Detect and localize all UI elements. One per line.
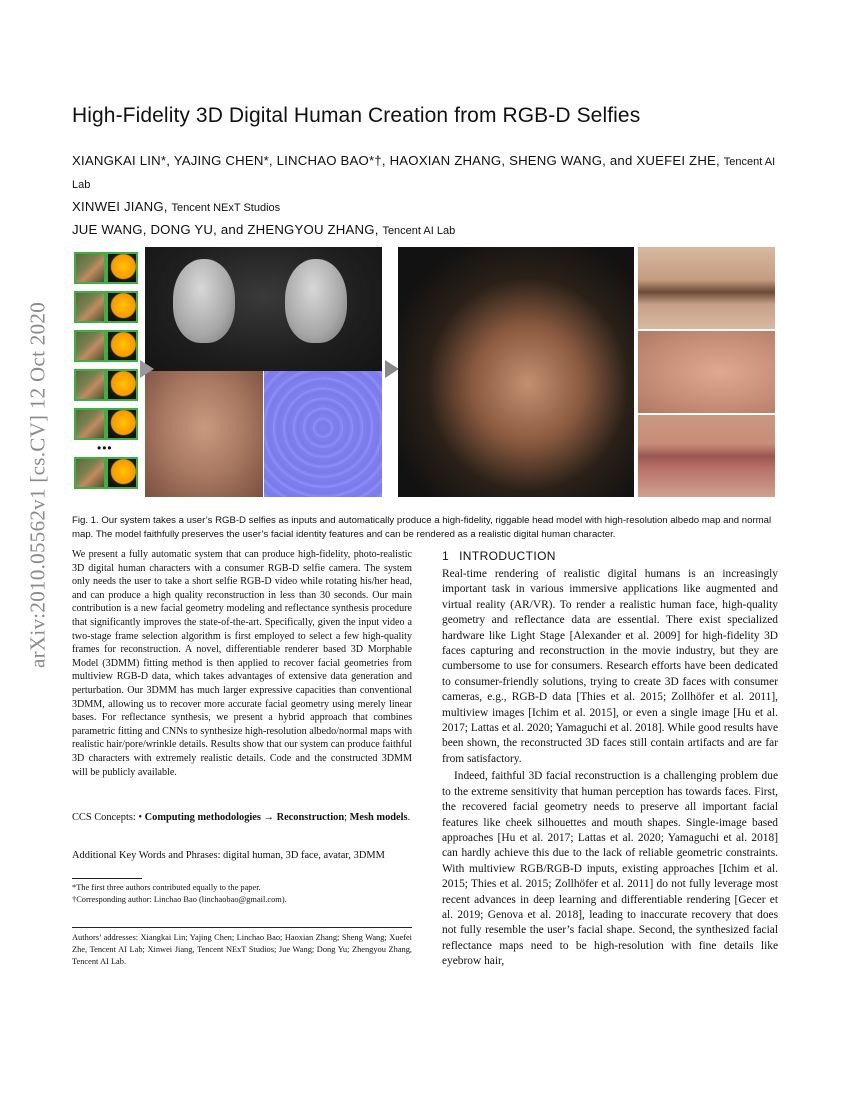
arxiv-stamp-text: arXiv:2010.05562v1 [cs.CV] 12 Oct 2020 (25, 301, 50, 669)
abstract: We present a fully automatic system that can produce high-fidelity, photo-realistic 3D digital human characters with a consumer RGB-D selfie camera. The system only needs the user to take a short selfie RGB-D video while rotating his/her head, and can produce a high quality reconstruction in less than 30 seconds. Our main contribution is a new facial geometry modeling and reflectance synthesis procedure that significantly improves the state-of-the-art. Specifically, given the input video a two-stage frame selection algorithm is first employed to select a few high-quality frames for reconstruction. A novel, differentiable renderer based 3D Morphable Model (3DMM) fitting method is then applied to recover facial geometries from multiview RGB-D data, which takes advantages of extensive data generation and perturbation. Our 3DMM has much larger expressive capacities than conventional 3DMM, allowing us to recover more accurate facial geometry using merely linear bases. For reflectance synthesis, we present a hybrid approach that combines parametric fitting and CNNs to synthesize high-resolution albedo/normal maps with realistic hair/pore/wrinkle details. Results show that our system can produce faithful 3D characters with extremely realistic details. Code and the constructed 3DMM will be publicly available. (72, 549, 413, 778)
section-number: 1 (442, 549, 450, 563)
ccs-separator: ; (344, 812, 350, 823)
footnotes (72, 882, 412, 906)
section-heading (442, 549, 556, 563)
author-line-3 (72, 219, 784, 242)
section-title: INTRODUCTION (459, 549, 556, 563)
depth-thumbnail (106, 408, 138, 440)
mesh-front-view (173, 259, 235, 343)
introduction-text (442, 567, 778, 970)
author-line-2 (72, 196, 784, 219)
reconstructed-mesh-panel (145, 247, 382, 371)
ccs-concept-3: Mesh models (349, 812, 408, 823)
address-rule (72, 927, 412, 928)
footnote-rule (72, 878, 142, 879)
ccs-concepts (72, 811, 412, 825)
ccs-concept-1: Computing methodologies (144, 812, 261, 823)
author-names-1: XIANGKAI LIN*, YAJING CHEN*, LINCHAO BAO*†, HAOXIAN ZHANG, SHENG WANG, and XUEFEI ZHE, (72, 153, 720, 168)
more-frames-ellipsis: ••• (97, 441, 113, 455)
depth-thumbnail (106, 330, 138, 362)
ccs-concept-2: Reconstruction (276, 812, 345, 823)
intro-paragraph-2: Indeed, faithful 3D facial reconstruction is a challenging problem due to the extreme sensitivity that human perception has towards faces. First, the recovered facial geometry needs to preserve all important facial features like cheek silhouettes and mouth shapes. Single-image based approaches [Hu et al. 2017; Lattas et al. 2020; Yamaguchi et al. 2018] can hardly achieve this due to the lack of reliable geometric constraints. With multiview RGB/RGB-D inputs, existing approaches [Ichim et al. 2015; Thies et al. 2015; Zollhöfer et al. 2011] do not fully leverage most recent advances in deep learning and differentiable rendering [Gecer et al. 2019; Genova et al. 2018], leading to inaccurate recovery that does not fully resemble the user’s facial shape. Second, the synthesized facial reflectance maps need to be high-resolution with fine details like eyebrow hair, (442, 770, 778, 968)
ccs-label: CCS Concepts: • (72, 812, 143, 823)
paper-title: High-Fidelity 3D Digital Human Creation from RGB-D Selfies (72, 104, 641, 127)
rendered-digital-human (398, 247, 634, 497)
footnote-corresponding-author: †Corresponding author: Linchao Bao (linchaobao@gmail.com). (72, 895, 287, 904)
depth-thumbnail (106, 291, 138, 323)
rgb-selfie-thumbnail (74, 252, 106, 284)
skin-pore-closeup (638, 331, 775, 413)
rgb-selfie-thumbnail (74, 408, 106, 440)
depth-thumbnail (106, 252, 138, 284)
arxiv-stamp (18, 295, 58, 675)
affiliation-3: Tencent AI Lab (382, 225, 456, 237)
lips-closeup (638, 415, 775, 497)
author-addresses: Authors’ addresses: Xiangkai Lin; Yajing Chen; Linchao Bao; Haoxian Zhang; Sheng Wang; Xuefei Zhe, Tencent AI Lab; Xinwei Jiang, Tencent NExT Studios; Jue Wang; Dong Yu; Zhengyou Zhang, Tencent AI Lab. (72, 933, 412, 966)
depth-thumbnail (106, 369, 138, 401)
eyebrow-closeup (638, 247, 775, 329)
normal-map (264, 371, 382, 497)
ccs-end: . (407, 812, 411, 823)
rgb-selfie-thumbnail (74, 330, 106, 362)
author-line-1 (72, 150, 784, 196)
affiliation-2: Tencent NExT Studios (171, 202, 281, 214)
teaser-figure (72, 247, 775, 497)
ccs-arrow: → (260, 812, 277, 823)
input-arrow-icon (140, 360, 154, 378)
footnote-equal-contribution: *The first three authors contributed equally to the paper. (72, 883, 261, 892)
rgb-selfie-thumbnail (74, 369, 106, 401)
intro-paragraph-1: Real-time rendering of realistic digital humans is an increasingly important task in various immersive applications like augmented and virtual reality (AR/VR). To render a realistic human face, high-quality geometry and reflectance data are essential. There exist specialized hardware like Light Stage [Alexander et al. 2009] for high-fidelity 3D faces capturing and reconstruction in the movie industry, but they are cumbersome to use for consumers. Research efforts have been dedicated to consumer-friendly solutions, trying to create 3D faces with consumer cameras, e.g., RGB-D data [Thies et al. 2015; Zollhöfer et al. 2011], multiview images [Ichim et al. 2015], or even a single image [Hu et al. 2017; Lattas et al. 2020; Yamaguchi et al. 2018]. While good results have been shown, the reconstructed 3D faces still contain artifacts and are far from satisfactory. (442, 568, 778, 765)
mesh-side-view (285, 259, 347, 343)
rgb-selfie-thumbnail (74, 291, 106, 323)
pipeline-arrow-icon (385, 360, 399, 378)
keywords: Additional Key Words and Phrases: digital human, 3D face, avatar, 3DMM (72, 850, 385, 861)
affiliation-1: Tencent AI Lab (72, 156, 776, 191)
figure-caption: Fig. 1. Our system takes a user’s RGB-D selfies as inputs and automatically produce a high-fidelity, riggable head model with high-resolution albedo map and normal map. The model faithfully preserves the user’s facial identity features and can be rendered as a realistic digital human character. (72, 515, 772, 540)
albedo-map (145, 371, 263, 497)
author-names-3: JUE WANG, DONG YU, and ZHENGYOU ZHANG, (72, 222, 379, 237)
author-block (72, 150, 784, 242)
author-names-2: XINWEI JIANG, (72, 199, 168, 214)
depth-thumbnail (106, 457, 138, 489)
rgb-selfie-thumbnail (74, 457, 106, 489)
